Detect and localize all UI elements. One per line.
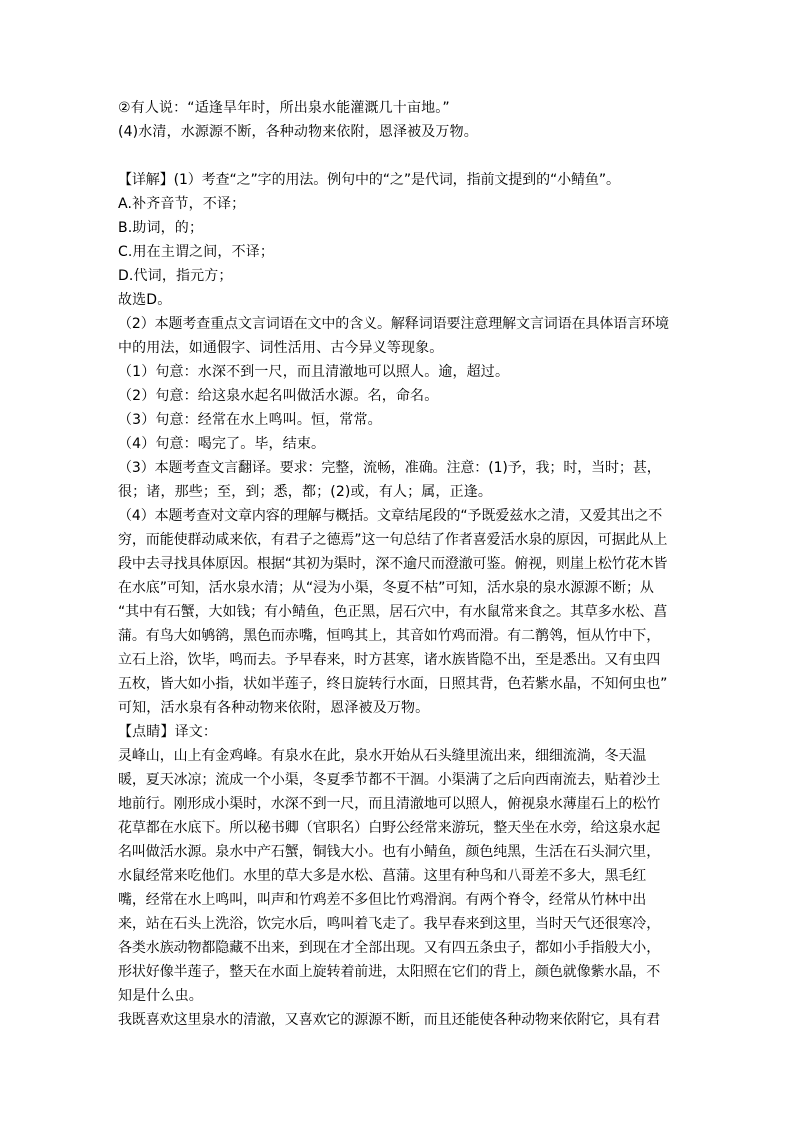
choice-line: 故选D。 xyxy=(118,292,172,308)
analysis-line: 穷，而能使群动咸来依，有君子之德焉”这一句总结了作者喜爱活水泉的原因，可据此从上 xyxy=(118,532,668,548)
analysis-line: 段中去寻找具体原因。根据“其初为渠时，深不逾尺而澄澈可鉴。俯视，则崖上松竹花木皆 xyxy=(118,556,668,572)
translation-line: 暖，夏天冰凉；流成一个小渠，冬夏季节都不干涸。小渠满了之后向西南流去，贴着沙土 xyxy=(118,772,661,788)
translation-line: 嘴，经常在水上鸣叫，叫声和竹鸡差不多但比竹鸡滑润。有两个脊令，经常从竹林中出 xyxy=(118,892,647,908)
answer-line-2: ②有人说：“适逢旱年时，所出泉水能灌溉几十亩地。” xyxy=(118,100,450,116)
sentence-meaning-line: （4）句意：喝完了。毕，结束。 xyxy=(118,436,326,452)
sentence-meaning-line: （2）句意：给这泉水起名叫做活水源。名，命名。 xyxy=(118,388,439,404)
analysis-line: （4）本题考查对文章内容的理解与概括。文章结尾段的“予既爱兹水之清，又爱其出之不 xyxy=(118,508,663,524)
detail-heading-line: 【详解】(1）考查“之”字的用法。例句中的“之”是代词，指前文提到的“小鲭鱼”。 xyxy=(118,172,620,188)
analysis-line: “其中有石蟹，大如钱；有小鲭鱼，色正黑，居石穴中，有水鼠常来食之。其草多水松、菖 xyxy=(118,604,668,620)
translation-line: 来，站在石头上洗浴，饮完水后，鸣叫着飞走了。我早春来到这里，当时天气还很寒冷， xyxy=(118,916,661,932)
analysis-line: 立石上浴，饮毕，鸣而去。予早春来，时方甚寒，诸水族皆隐不出，至是悉出。又有虫四 xyxy=(118,652,661,668)
explanation-line: 中的用法，如通假字、词性活用、古今异义等现象。 xyxy=(118,340,444,356)
translation-line: 地前行。刚形成小渠时，水深不到一尺，而且清澈地可以照人，俯视泉水薄崖石上的松竹 xyxy=(118,796,661,812)
translation-line: 灵峰山，山上有金鸡峰。有泉水在此，泉水开始从石头缝里流出来，细细流淌，冬天温 xyxy=(118,748,647,764)
analysis-line: 蒲。有鸟大如鸲鹆，黑色而赤嘴，恒鸣其上，其音如竹鸡而滑。有二鹡鸰，恒从竹中下， xyxy=(118,628,661,644)
analysis-line: 可知，活水泉有各种动物来依附，恩泽被及万物。 xyxy=(118,700,430,716)
note-heading-line: 【点睛】译文： xyxy=(118,724,218,740)
translation-note-line: （3）本题考查文言翻译。要求：完整，流畅，准确。注意：(1)予，我；时，当时；甚， xyxy=(118,460,661,476)
translation-line: 我既喜欢这里泉水的清澈，又喜欢它的源源不断，而且还能使各种动物来依附它，具有君 xyxy=(118,1012,661,1028)
blank-line xyxy=(118,144,678,168)
translation-line: 水鼠经常来吃他们。水里的草大多是水松、菖蒲。这里有种鸟和八哥差不多大，黑毛红 xyxy=(118,868,647,884)
translation-line: 名叫做活水源。泉水中产石蟹，铜钱大小。也有小鲭鱼，颜色纯黑，生活在石头洞穴里， xyxy=(118,844,661,860)
sentence-meaning-line: （3）句意：经常在水上鸣叫。恒，常常。 xyxy=(118,412,382,428)
translation-note-line: 很；诸，那些；至，到；悉，都；(2)或，有人；属，正逢。 xyxy=(118,484,493,500)
option-b-line: B.助词，的； xyxy=(118,220,204,236)
document-page xyxy=(118,96,678,1032)
translation-line: 各类水族动物都隐藏不出来，到现在才全部出现。又有四五条虫子，都如小手指般大小， xyxy=(118,940,661,956)
sentence-meaning-line: （1）句意：水深不到一尺，而且清澈地可以照人。逾，超过。 xyxy=(118,364,510,380)
option-a-line: A.补齐音节，不译； xyxy=(118,196,246,212)
translation-line: 知是什么虫。 xyxy=(118,988,203,1004)
option-c-line: C.用在主谓之间，不译； xyxy=(118,244,275,260)
analysis-line: 五枚，皆大如小指，状如半莲子，终日旋转行水面，日照其背，色若紫水晶，不知何虫也” xyxy=(118,676,668,692)
option-d-line: D.代词，指元方； xyxy=(118,268,233,284)
translation-line: 形状好像半莲子，整天在水面上旋转着前进，太阳照在它们的背上，颜色就像紫水晶，不 xyxy=(118,964,661,980)
translation-line: 花草都在水底下。所以秘书卿（官职名）白野公经常来游玩，整天坐在水旁，给这泉水起 xyxy=(118,820,661,836)
analysis-line: 在水底”可知，活水泉水清；从“浸为小渠，冬夏不枯”可知，活水泉的泉水源源不断；从 xyxy=(118,580,654,596)
explanation-line: （2）本题考查重点文言词语在文中的含义。解释词语要注意理解文言词语在具体语言环境 xyxy=(118,316,669,332)
answer-line-4: (4)水清，水源源不断，各种动物来依附，恩泽被及万物。 xyxy=(118,124,478,140)
